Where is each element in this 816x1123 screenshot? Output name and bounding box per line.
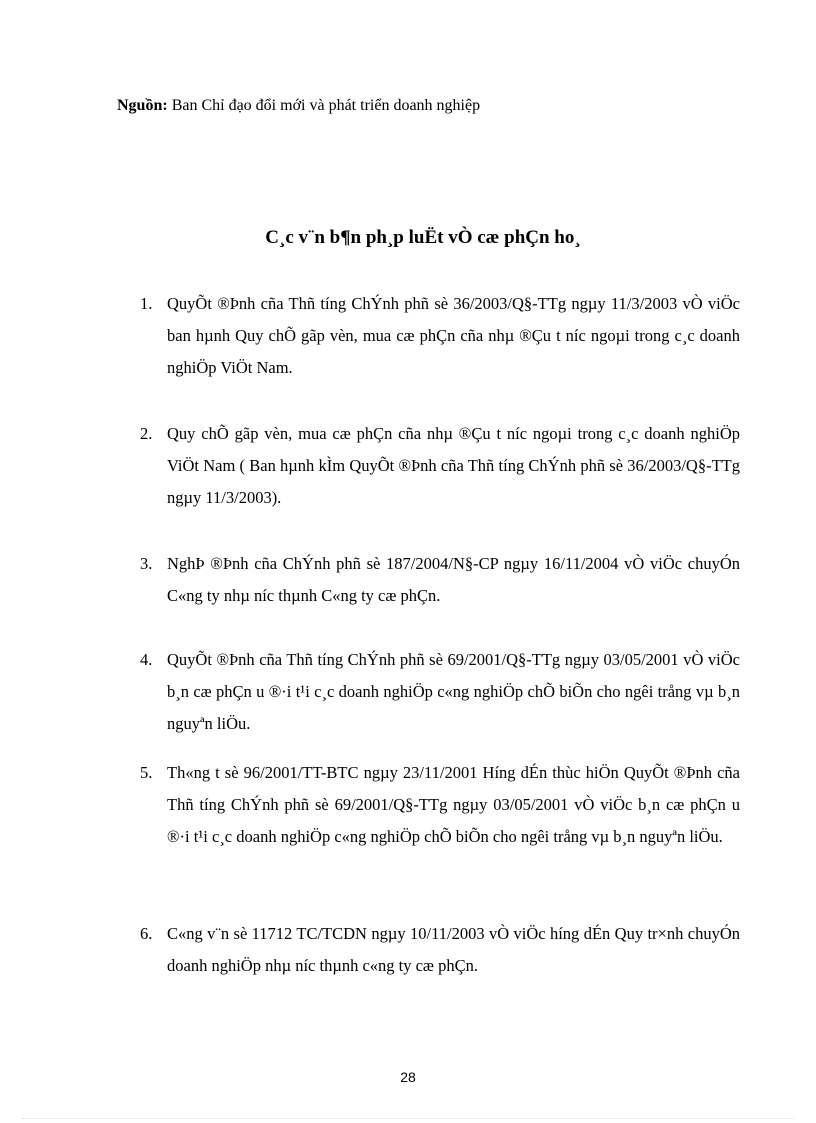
list-item (140, 918, 740, 982)
list-item (140, 418, 740, 514)
list-item-text: Th«ng t sè 96/2001/TT-BTC ngµy 23/11/2001 Híng dÉn thùc hiÖn QuyÕt ®Þnh cña Thñ tíng ChÝnh phñ sè 69/2001/Q§-TTg ngµy 03/05/2001 vÒ viÖc b¸n cæ phÇn u ®·i t¹i c¸c doanh nghiÖp c«ng nghiÖp chÕ biÕn cho ngêi trång vµ b¸n nguyªn liÖu. (167, 763, 740, 846)
list-item-text: QuyÕt ®Þnh cña Thñ tíng ChÝnh phñ sè 36/2003/Q§-TTg ngµy 11/3/2003 vÒ viÖc ban hµnh Quy chÕ gãp vèn, mua cæ phÇn cña nhµ ®Çu t níc ngoµi trong c¸c doanh nghiÖp ViÖt Nam. (167, 294, 740, 377)
source-line (117, 95, 480, 117)
list-item-text: C«ng v¨n sè 11712 TC/TCDN ngµy 10/11/2003 vÒ viÖc híng dÉn Quy tr×nh chuyÓn doanh nghiÖp nhµ níc thµnh c«ng ty cæ phÇn. (167, 924, 740, 975)
footer-divider (22, 1118, 794, 1119)
list-item-number: 3. (140, 554, 153, 573)
list-item-text: Quy chÕ gãp vèn, mua cæ phÇn cña nhµ ®Çu t níc ngoµi trong c¸c doanh nghiÖp ViÖt Nam ( Ban hµnh kÌm QuyÕt ®Þnh cña Thñ tíng ChÝnh phñ sè 36/2003/Q§-TTg ngµy 11/3/2003). (167, 424, 740, 507)
list-item (140, 288, 740, 384)
source-text: Ban Chỉ đạo đổi mới và phát triển doanh nghiệp (167, 97, 481, 114)
section-heading-text: C¸c v¨n b¶n ph¸p luËt vÒ cæ phÇn ho¸ (265, 227, 581, 248)
list-item-number: 1. (140, 294, 153, 313)
list-item-number: 4. (140, 650, 153, 669)
list-item-text: QuyÕt ®Þnh cña Thñ tíng ChÝnh phñ sè 69/2001/Q§-TTg ngµy 03/05/2001 vÒ viÖc b¸n cæ phÇn u ®·i t¹i c¸c doanh nghiÖp c«ng nghiÖp chÕ biÕn cho ngêi trång vµ b¸n nguyªn liÖu. (167, 650, 740, 733)
list-item (140, 757, 740, 853)
list-item-number: 2. (140, 424, 153, 443)
list-item-number: 6. (140, 924, 153, 943)
page-number: 28 (400, 1069, 416, 1085)
list-item-text: NghÞ ®Þnh cña ChÝnh phñ sè 187/2004/N§-CP ngµy 16/11/2004 vÒ viÖc chuyÓn C«ng ty nhµ níc thµnh C«ng ty cæ phÇn. (167, 554, 740, 605)
list-item-number: 5. (140, 763, 153, 782)
source-label: Nguồn: (117, 97, 168, 114)
list-item (140, 644, 740, 740)
section-heading (0, 225, 816, 251)
list-item (140, 548, 740, 612)
